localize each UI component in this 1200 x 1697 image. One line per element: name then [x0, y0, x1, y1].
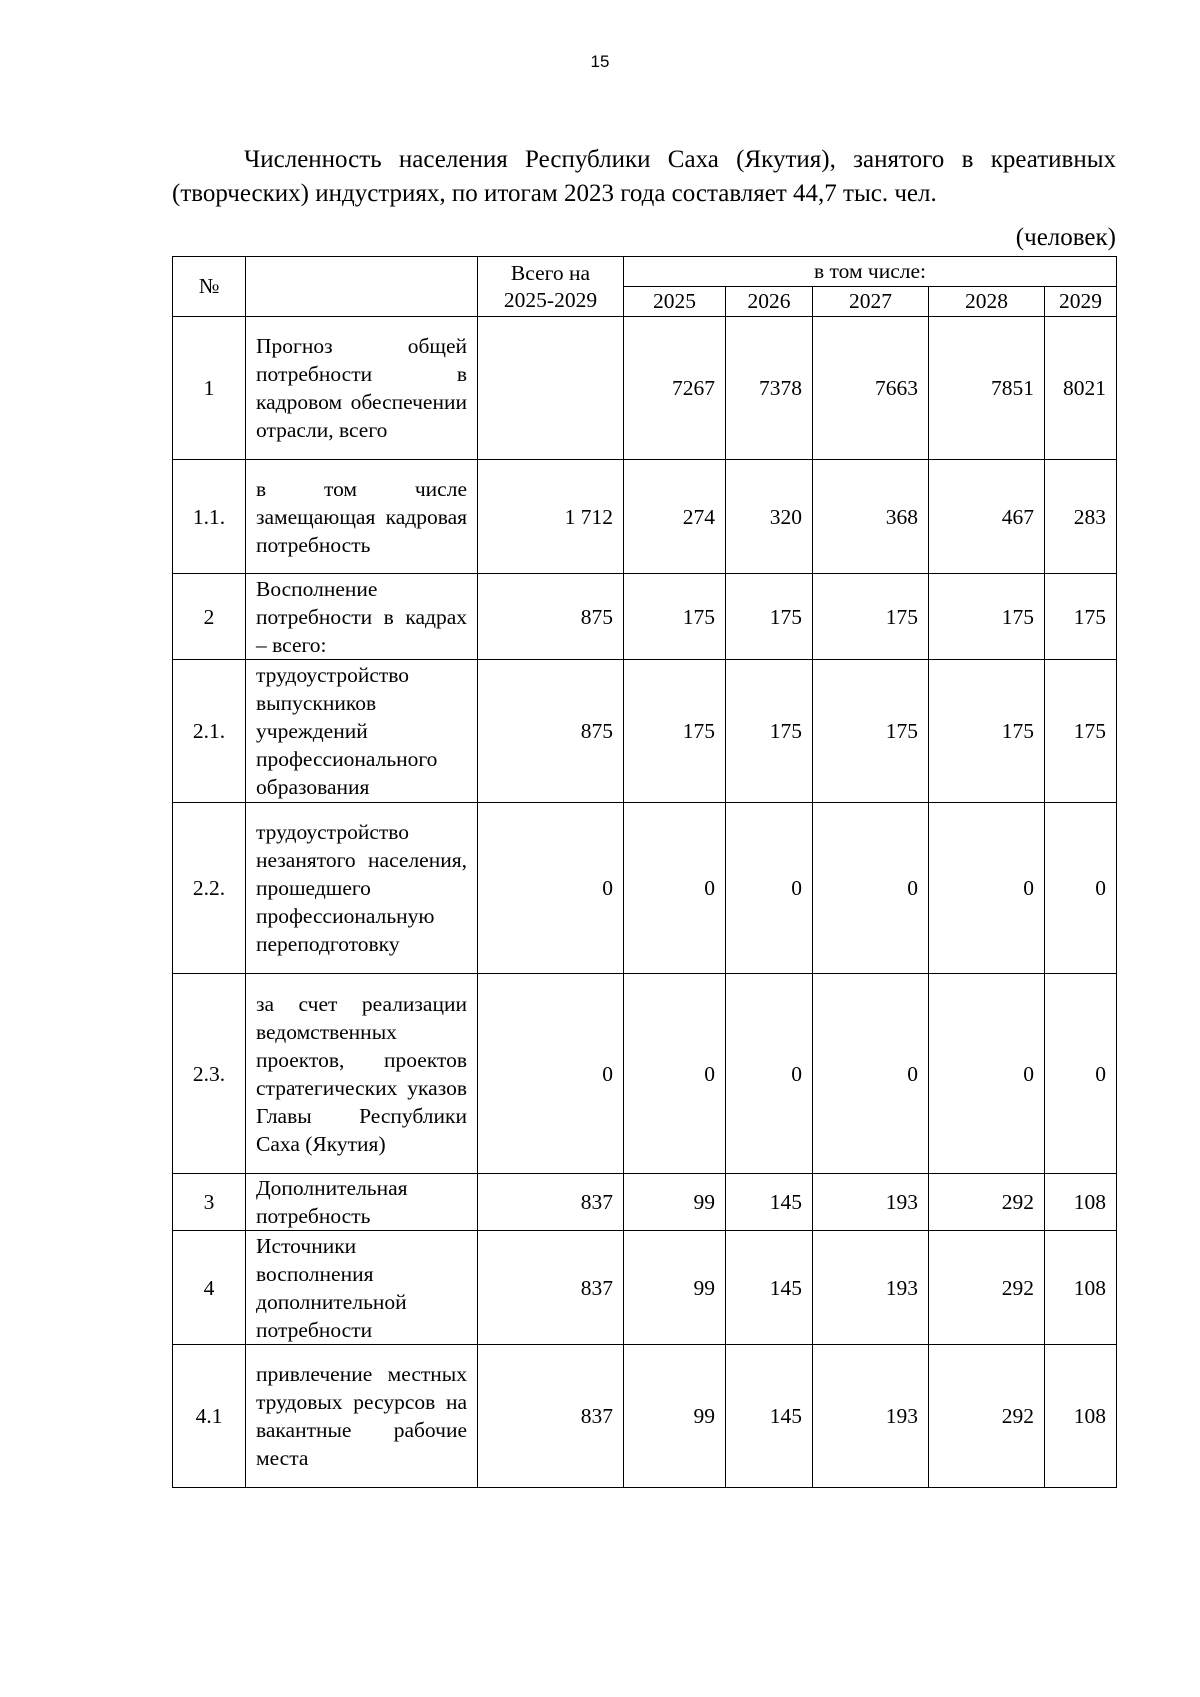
row-year-value: 292: [929, 1345, 1045, 1488]
row-year-value: 0: [726, 974, 813, 1174]
table-row: [173, 1174, 1117, 1231]
row-total: 837: [478, 1345, 624, 1488]
row-number: 4.1: [173, 1345, 246, 1488]
row-year-value: 175: [624, 660, 726, 803]
row-year-value: 0: [1045, 974, 1117, 1174]
row-year-value: 7663: [813, 317, 929, 460]
header-year: 2028: [929, 287, 1045, 317]
row-year-value: 292: [929, 1231, 1045, 1345]
page-number: 15: [590, 52, 610, 71]
row-year-value: 99: [624, 1231, 726, 1345]
row-year-value: 0: [624, 974, 726, 1174]
row-year-value: 193: [813, 1174, 929, 1231]
row-year-value: 108: [1045, 1345, 1117, 1488]
row-year-value: 99: [624, 1345, 726, 1488]
row-year-value: 145: [726, 1174, 813, 1231]
row-number: 2.3.: [173, 974, 246, 1174]
row-year-value: 175: [726, 574, 813, 660]
header-total: Всего на 2025-2029: [478, 257, 624, 317]
row-label: трудоустройство выпускников учреждений профессионального образования: [246, 660, 478, 803]
row-label: Восполнение потребности в кадрах – всего:: [246, 574, 478, 660]
header-year: 2027: [813, 287, 929, 317]
table-row: [173, 660, 1117, 803]
row-number: 2.2.: [173, 803, 246, 974]
row-year-value: 175: [929, 574, 1045, 660]
row-year-value: 8021: [1045, 317, 1117, 460]
staffing-table: [172, 256, 1117, 1488]
row-year-value: 193: [813, 1345, 929, 1488]
table-row: [173, 974, 1117, 1174]
row-year-value: 274: [624, 460, 726, 574]
header-label: [246, 257, 478, 317]
row-total: 1 712: [478, 460, 624, 574]
row-year-value: 7851: [929, 317, 1045, 460]
table-row: [173, 460, 1117, 574]
row-year-value: 145: [726, 1231, 813, 1345]
table-row: [173, 1231, 1117, 1345]
row-year-value: 0: [929, 803, 1045, 974]
row-label: Прогноз общей потребности в кадровом обеспечении отрасли, всего: [246, 317, 478, 460]
row-number: 1: [173, 317, 246, 460]
row-year-value: 283: [1045, 460, 1117, 574]
header-including: в том числе:: [624, 257, 1117, 287]
row-total: 0: [478, 974, 624, 1174]
row-year-value: 175: [813, 660, 929, 803]
row-year-value: 467: [929, 460, 1045, 574]
intro-paragraph: Численность населения Республики Саха (Якутия), занятого в креативных (творческих) индустриях, по итогам 2023 года составляет 44,7 тыс. чел.: [172, 146, 1116, 207]
row-year-value: 175: [813, 574, 929, 660]
row-year-value: 0: [624, 803, 726, 974]
row-year-value: 7267: [624, 317, 726, 460]
row-number: 1.1.: [173, 460, 246, 574]
table-row: [173, 574, 1117, 660]
row-label: за счет реализации ведомственных проектов, проектов стратегических указов Главы Республики Саха (Якутия): [246, 974, 478, 1174]
row-label: трудоустройство незанятого населения, прошедшего профессиональную переподготовку: [246, 803, 478, 974]
row-label: Источники восполнения дополнительной потребности: [246, 1231, 478, 1345]
header-num: №: [173, 257, 246, 317]
row-year-value: 108: [1045, 1231, 1117, 1345]
row-year-value: 0: [813, 803, 929, 974]
row-total: 0: [478, 803, 624, 974]
row-year-value: 0: [929, 974, 1045, 1174]
header-year: 2025: [624, 287, 726, 317]
row-year-value: 145: [726, 1345, 813, 1488]
row-year-value: 0: [1045, 803, 1117, 974]
row-number: 2.1.: [173, 660, 246, 803]
row-year-value: 193: [813, 1231, 929, 1345]
table-body: [173, 317, 1117, 1488]
row-year-value: 175: [1045, 660, 1117, 803]
row-total: 875: [478, 660, 624, 803]
row-year-value: 108: [1045, 1174, 1117, 1231]
table-row: [173, 803, 1117, 974]
row-year-value: 175: [929, 660, 1045, 803]
row-year-value: 368: [813, 460, 929, 574]
row-number: 4: [173, 1231, 246, 1345]
row-number: 2: [173, 574, 246, 660]
row-year-value: 99: [624, 1174, 726, 1231]
row-total: 837: [478, 1174, 624, 1231]
row-year-value: 292: [929, 1174, 1045, 1231]
row-number: 3: [173, 1174, 246, 1231]
row-year-value: 175: [624, 574, 726, 660]
header-row-top: [173, 257, 1117, 287]
row-label: в том числе замещающая кадровая потребность: [246, 460, 478, 574]
row-year-value: 0: [726, 803, 813, 974]
row-year-value: 0: [813, 974, 929, 1174]
header-year: 2029: [1045, 287, 1117, 317]
row-year-value: 175: [1045, 574, 1117, 660]
table-row: [173, 317, 1117, 460]
units-label: (человек): [1015, 224, 1116, 251]
row-label: Дополнительная потребность: [246, 1174, 478, 1231]
row-year-value: 7378: [726, 317, 813, 460]
row-year-value: 320: [726, 460, 813, 574]
table-row: [173, 1345, 1117, 1488]
row-label: привлечение местных трудовых ресурсов на вакантные рабочие места: [246, 1345, 478, 1488]
row-total: 837: [478, 1231, 624, 1345]
header-year: 2026: [726, 287, 813, 317]
row-year-value: 175: [726, 660, 813, 803]
row-total: [478, 317, 624, 460]
row-total: 875: [478, 574, 624, 660]
